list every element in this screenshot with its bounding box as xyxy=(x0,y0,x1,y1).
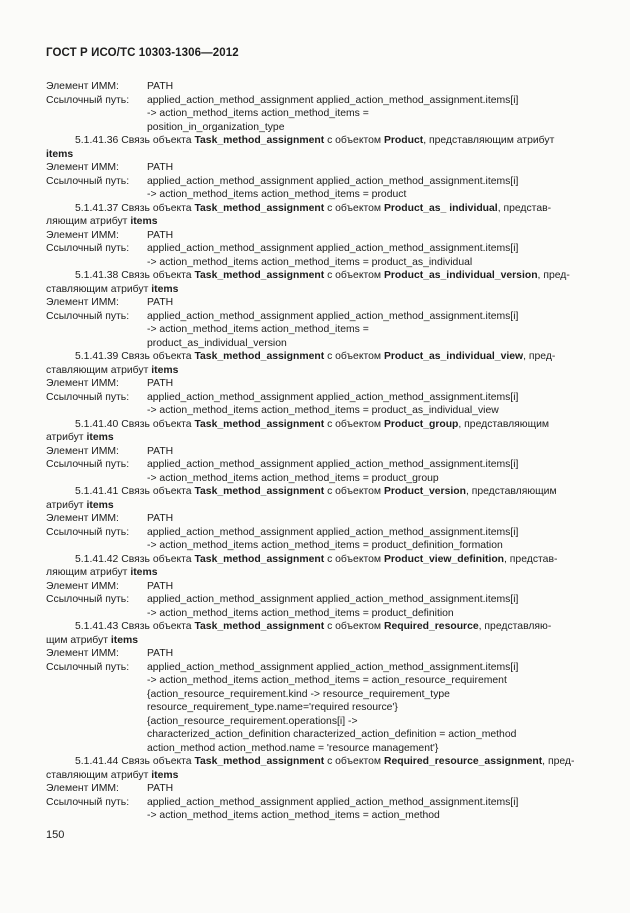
clause-heading xyxy=(46,350,594,377)
ref-path-label: Ссылочный путь: xyxy=(46,175,130,187)
ref-path-line: -> action_method_items action_method_items = product_definition xyxy=(147,607,454,619)
ref-path-line: action_method action_method.name = 'resource management'} xyxy=(147,742,439,754)
ref-path-line: applied_action_method_assignment applied_action_method_assignment.items[i] xyxy=(147,310,519,322)
clause-heading xyxy=(46,418,594,445)
ref-path-label: Ссылочный путь: xyxy=(46,526,130,538)
ref-path-line: -> action_method_items action_method_items = product_definition_formation xyxy=(147,540,503,551)
element-value: PATH xyxy=(147,513,174,524)
clause-heading xyxy=(46,202,594,229)
ref-path-line: position_in_organization_type xyxy=(147,121,285,133)
ref-path-line: -> action_method_items action_method_items = product xyxy=(147,189,407,200)
ref-path-line: resource_requirement_type.name='required resource'} xyxy=(147,702,398,713)
ref-path-line: -> action_method_items action_method_items = xyxy=(147,324,369,335)
clause-heading-continuation: ставляющим атрибут items xyxy=(46,364,179,376)
ref-path-line: product_as_individual_version xyxy=(147,337,287,349)
ref-path-row xyxy=(46,526,594,553)
ref-path-row xyxy=(46,94,594,135)
ref-path-label: Ссылочный путь: xyxy=(46,391,130,403)
clause-heading-text: 5.1.41.38 Связь объекта Task_method_assignment с объектом Product_as_individual_version, пред- xyxy=(75,270,570,281)
clause-heading-continuation: ляющим атрибут items xyxy=(46,216,158,227)
ref-path-row xyxy=(46,458,594,485)
ref-path-label: Ссылочный путь: xyxy=(46,459,130,470)
ref-path-value xyxy=(147,175,594,202)
clause-heading-continuation: ставляющим атрибут items xyxy=(46,283,179,295)
ref-path-line: applied_action_method_assignment applied_action_method_assignment.items[i] xyxy=(147,175,519,187)
ref-path-value xyxy=(147,661,594,756)
element-value: PATH xyxy=(147,783,174,794)
element-label: Элемент ИММ: xyxy=(46,580,119,592)
clause-heading-text: 5.1.41.42 Связь объекта Task_method_assignment с объектом Product_view_definition, представ- xyxy=(75,553,558,565)
ref-path-value xyxy=(147,593,594,620)
element-row xyxy=(46,161,594,175)
ref-path-line: applied_action_method_assignment applied_action_method_assignment.items[i] xyxy=(147,796,519,808)
ref-path-line: applied_action_method_assignment applied_action_method_assignment.items[i] xyxy=(147,661,519,673)
ref-path-line: applied_action_method_assignment applied_action_method_assignment.items[i] xyxy=(147,526,519,538)
clause-heading xyxy=(46,485,594,512)
element-row xyxy=(46,445,594,459)
element-value: PATH xyxy=(147,229,174,241)
ref-path-row xyxy=(46,175,594,202)
element-value: PATH xyxy=(147,81,174,92)
element-value: PATH xyxy=(147,297,174,308)
element-row xyxy=(46,782,594,796)
element-label: Элемент ИММ: xyxy=(46,378,119,389)
ref-path-line: -> action_method_items action_method_items = product_as_individual_view xyxy=(147,405,499,416)
ref-path-label: Ссылочный путь: xyxy=(46,661,130,673)
ref-path-row xyxy=(46,242,594,269)
clause-heading xyxy=(46,134,594,161)
ref-path-line: -> action_method_items action_method_items = action_method xyxy=(147,810,440,821)
clause-heading-text: 5.1.41.44 Связь объекта Task_method_assignment с объектом Required_resource_assignment, пред- xyxy=(75,756,575,767)
ref-path-value xyxy=(147,310,594,351)
element-row xyxy=(46,80,594,94)
element-row xyxy=(46,296,594,310)
element-label: Элемент ИММ: xyxy=(46,445,119,457)
ref-path-row xyxy=(46,796,594,823)
element-value: PATH xyxy=(147,445,174,457)
clause-heading xyxy=(46,620,594,647)
element-label: Элемент ИММ: xyxy=(46,81,119,92)
element-row xyxy=(46,377,594,391)
document-body xyxy=(46,80,594,823)
clause-heading-continuation: ляющим атрибут items xyxy=(46,567,158,578)
ref-path-line: applied_action_method_assignment applied_action_method_assignment.items[i] xyxy=(147,391,519,403)
element-value: PATH xyxy=(147,378,174,389)
ref-path-line: applied_action_method_assignment applied_action_method_assignment.items[i] xyxy=(147,594,519,605)
clause-heading-continuation: щим атрибут items xyxy=(46,634,138,646)
ref-path-line: {action_resource_requirement.kind -> resource_requirement_type xyxy=(147,688,450,700)
ref-path-value xyxy=(147,391,594,418)
element-label: Элемент ИММ: xyxy=(46,229,119,241)
ref-path-line: applied_action_method_assignment applied_action_method_assignment.items[i] xyxy=(147,243,519,254)
element-row xyxy=(46,512,594,526)
page-number: 150 xyxy=(46,829,65,841)
clause-heading-text: 5.1.41.37 Связь объекта Task_method_assignment с объектом Product_as_ individual, представ- xyxy=(75,202,552,214)
ref-path-line: {action_resource_requirement.operations[i] -> xyxy=(147,715,358,727)
element-value: PATH xyxy=(147,162,174,173)
ref-path-value xyxy=(147,458,594,485)
ref-path-line: characterized_action_definition characterized_action_definition = action_method xyxy=(147,729,517,740)
ref-path-value xyxy=(147,526,594,553)
clause-heading xyxy=(46,269,594,296)
clause-heading xyxy=(46,553,594,580)
ref-path-line: -> action_method_items action_method_items = xyxy=(147,108,369,119)
ref-path-value xyxy=(147,94,594,135)
clause-heading-text: 5.1.41.36 Связь объекта Task_method_assignment с объектом Product, представляющим атрибут xyxy=(75,135,555,146)
ref-path-value xyxy=(147,796,594,823)
ref-path-label: Ссылочный путь: xyxy=(46,594,130,605)
element-row xyxy=(46,647,594,661)
clause-heading-text: 5.1.41.41 Связь объекта Task_method_assignment с объектом Product_version, представляющим xyxy=(75,486,557,497)
clause-heading xyxy=(46,755,594,782)
clause-heading-text: 5.1.41.43 Связь объекта Task_method_assignment с объектом Required_resource, представляю- xyxy=(75,621,552,632)
document-header: ГОСТ Р ИСО/ТС 10303-1306—2012 xyxy=(46,47,239,59)
ref-path-row xyxy=(46,593,594,620)
element-row xyxy=(46,580,594,594)
element-value: PATH xyxy=(147,580,174,592)
ref-path-row xyxy=(46,310,594,351)
ref-path-label: Ссылочный путь: xyxy=(46,94,130,106)
ref-path-line: applied_action_method_assignment applied_action_method_assignment.items[i] xyxy=(147,94,519,106)
clause-heading-continuation: атрибут items xyxy=(46,432,114,443)
element-label: Элемент ИММ: xyxy=(46,783,119,794)
element-label: Элемент ИММ: xyxy=(46,648,119,659)
ref-path-line: -> action_method_items action_method_items = action_resource_requirement xyxy=(147,675,507,686)
clause-heading-text: 5.1.41.40 Связь объекта Task_method_assignment с объектом Product_group, представляющим xyxy=(75,418,550,430)
element-row xyxy=(46,229,594,243)
ref-path-line: -> action_method_items action_method_items = product_as_individual xyxy=(147,256,473,268)
element-value: PATH xyxy=(147,648,174,659)
ref-path-value xyxy=(147,242,594,269)
ref-path-label: Ссылочный путь: xyxy=(46,310,130,322)
ref-path-row xyxy=(46,661,594,756)
ref-path-label: Ссылочный путь: xyxy=(46,796,130,808)
element-label: Элемент ИММ: xyxy=(46,162,119,173)
element-label: Элемент ИММ: xyxy=(46,297,119,308)
ref-path-label: Ссылочный путь: xyxy=(46,243,130,254)
ref-path-row xyxy=(46,391,594,418)
clause-heading-continuation: атрибут items xyxy=(46,499,114,511)
clause-heading-continuation: ставляющим атрибут items xyxy=(46,769,179,781)
element-label: Элемент ИММ: xyxy=(46,513,119,524)
ref-path-line: applied_action_method_assignment applied_action_method_assignment.items[i] xyxy=(147,459,519,470)
clause-heading-continuation: items xyxy=(46,148,74,160)
clause-heading-text: 5.1.41.39 Связь объекта Task_method_assignment с объектом Product_as_individual_view, пред- xyxy=(75,351,556,362)
ref-path-line: -> action_method_items action_method_items = product_group xyxy=(147,472,439,484)
